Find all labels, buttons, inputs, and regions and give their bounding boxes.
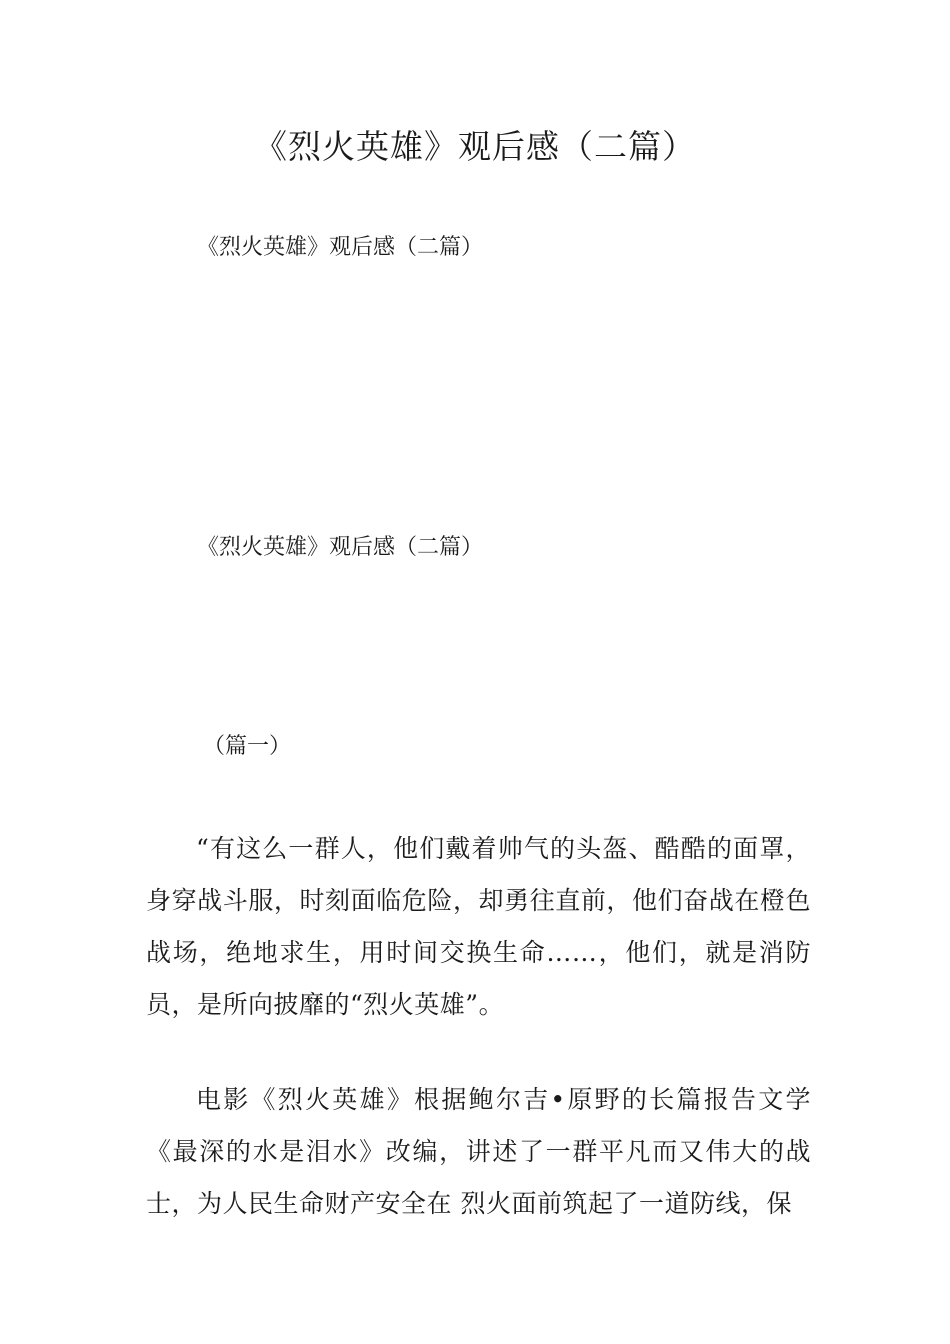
document-title: 《烈火英雄》观后感（二篇） xyxy=(254,127,696,166)
body-paragraph-2: 电影《烈火英雄》根据鲍尔吉•原野的长篇报告文学《最深的水是泪水》改编，讲述了一群平凡而又伟大的战士，为人民生命财产安全在 烈火面前筑起了一道防线，保 xyxy=(146,1085,811,1218)
section-heading: （篇一） xyxy=(203,734,292,759)
body-paragraph-1: “有这么一群人，他们戴着帅气的头盔、酷酷的面罩，身穿战斗服，时刻面临危险，却勇往直前，他们奋战在橙色战场，绝地求生，用时间交换生命……，他们，就是消防员，是所向披靡的“烈火英雄”。 xyxy=(146,834,811,1019)
repeated-title-2: 《烈火英雄》观后感（二篇） xyxy=(197,535,484,560)
repeated-title-1: 《烈火英雄》观后感（二篇） xyxy=(197,235,484,260)
